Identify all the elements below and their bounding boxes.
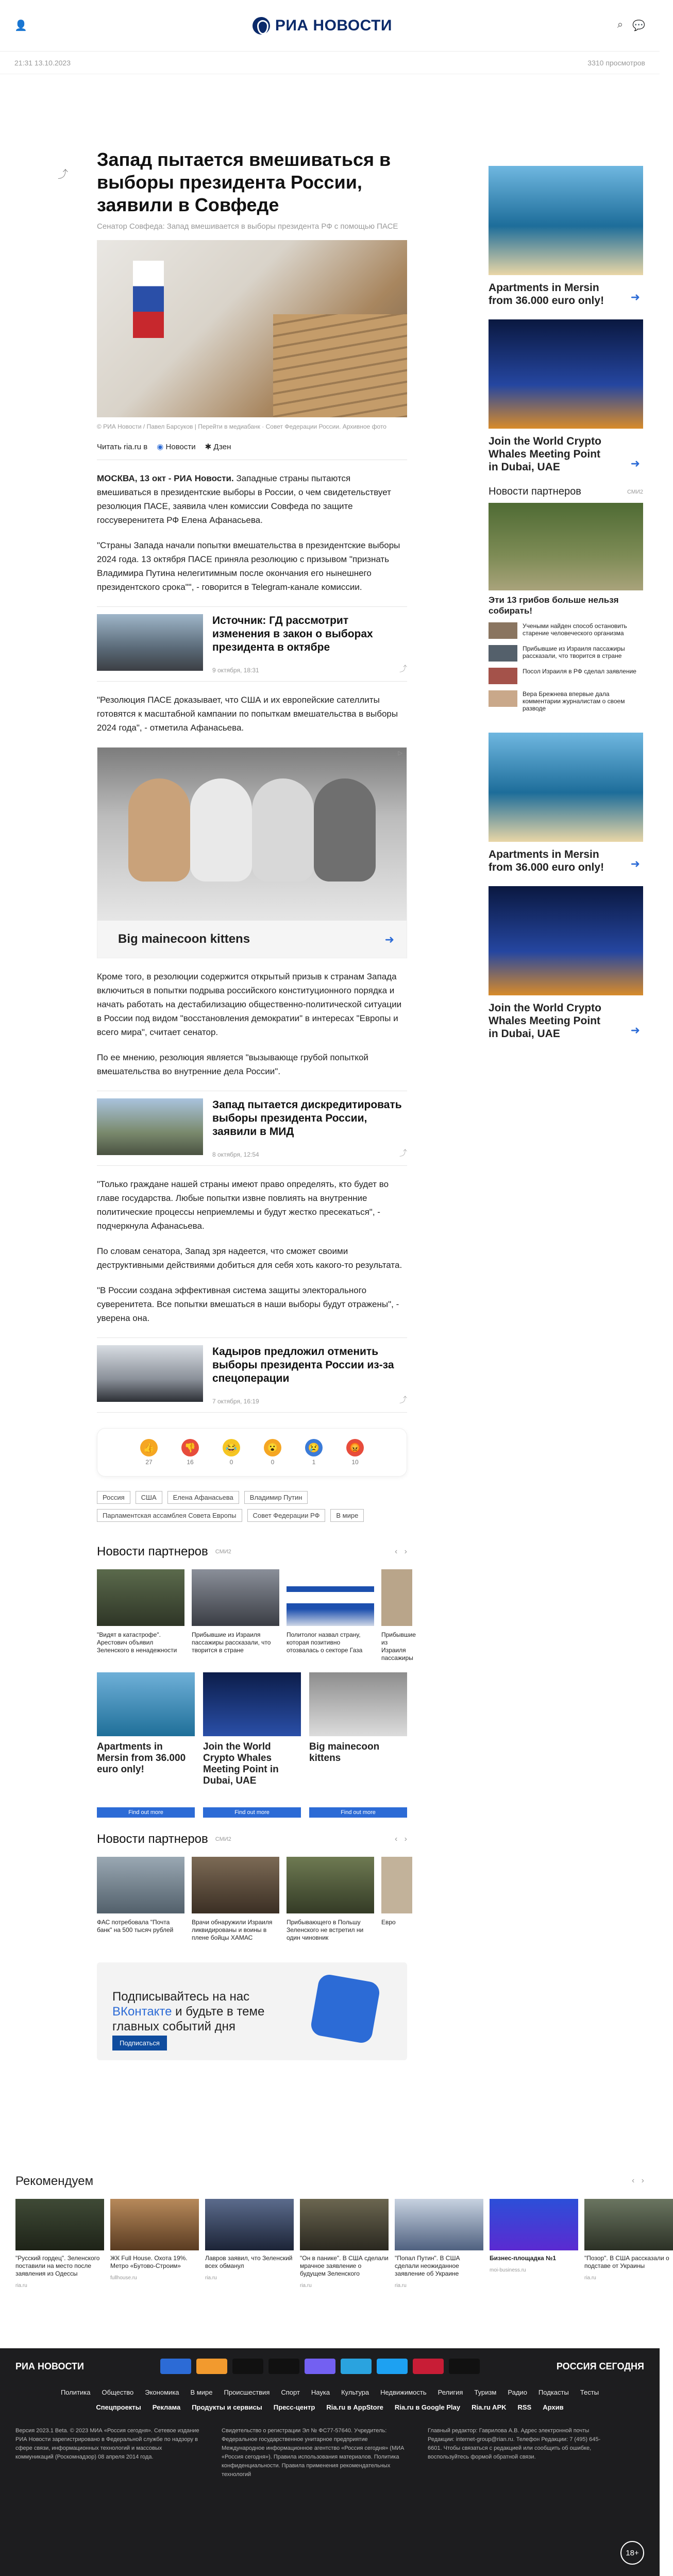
subscribe-banner: Подписывайтесь на нас ВКонтакте и будьте в теме главных событий дня Подписаться xyxy=(97,1962,407,2060)
paragraph: По словам сенатора, Запад зря надеется, что сможет своими деструктивными действиями добиться для себя хоть какого-то результата. xyxy=(97,1246,402,1270)
article-lead: Сенатор Совфеда: Запад вмешивается в выборы президента РФ с помощью ПАСЕ xyxy=(97,222,398,231)
news-link[interactable]: ◉ Новости xyxy=(157,443,196,451)
recommend-section xyxy=(15,2174,669,2289)
recommend-card[interactable]: "Он в панике". В США сделали мрачное заявление о будущем Зеленского ria.ru xyxy=(300,2199,389,2289)
sidebar-ad[interactable]: Join the World Crypto Whales Meeting Point in Dubai, UAE ➜ xyxy=(489,319,643,473)
rutube-icon[interactable] xyxy=(268,2359,299,2374)
related-title[interactable]: Кадыров предложил отменить выборы президента России из-за спецоперации xyxy=(212,1346,394,1384)
paragraph: "Резолюция ПАСЕ доказывает, что США и их европейские сателлиты готовятся к масштабной кампании по попыткам вмешательства в выборы 2024 года", - отметила Афанасьева. xyxy=(97,695,398,733)
ad-title[interactable]: Big mainecoon kittens xyxy=(118,932,250,946)
logo-icon xyxy=(253,17,270,35)
ad-image xyxy=(97,748,407,921)
recommend-card[interactable]: "Русский гордец". Зеленского поставили на место после заявления из Одессы ria.ru xyxy=(15,2199,104,2289)
carousel-arrows[interactable]: ‹ › xyxy=(632,2176,644,2185)
sidebar-partners: Новости партнеров СМИ2 Эти 13 грибов больше нельзя собирать! Учеными найден способ остановить старение человеческого организма Прибывшие из Израиля пассажиры рассказали, что творится в стране Посол Израиля в РФ сделал заявление Вера Брежнева впервые дала комментарии журналистам о своем разводе xyxy=(489,486,643,712)
footer-logo[interactable]: РИА НОВОСТИ xyxy=(15,2361,84,2371)
recommend-card[interactable]: "Позор". В США рассказали о подставе от Украины ria.ru xyxy=(584,2199,673,2289)
user-icon[interactable]: 👤 xyxy=(14,20,27,31)
publish-time: 21:31 13.10.2023 xyxy=(14,58,71,67)
ad-banner[interactable] xyxy=(97,747,407,958)
article-photo xyxy=(97,240,407,417)
tag[interactable]: Елена Афанасьева xyxy=(167,1491,239,1504)
recommend-card[interactable]: ЖК Full House. Охота 19%. Метро «Бутово-Строим» fullhouse.ru xyxy=(110,2199,199,2289)
paragraph: МОСКВА, 13 окт - РИА Новости. Западные страны пытаются вмешиваться в президентские выборы в России, о чем свидетельствует резолюция ПАСЕ, заявила член комиссии Совфеда по защите госсуверенитета РФ Елена Афанасьева. xyxy=(97,473,391,525)
partner-item[interactable]: Посол Израиля в РФ сделал заявление xyxy=(489,668,643,684)
partner-image[interactable] xyxy=(489,503,643,590)
related-thumb xyxy=(97,1345,203,1402)
search-icon[interactable]: ⌕ xyxy=(617,19,624,30)
ok-icon[interactable] xyxy=(196,2359,227,2374)
paragraph: Кроме того, в резолюции содержится открытый призыв к странам Запада включиться в попытки подрыва российского конституционного порядка и начать работать на дестабилизацию общественно-политической ситуации в России под видом "восстановления демократии" в интересах "Европы и всего мира", считает сенатор. xyxy=(97,972,402,1037)
related-article[interactable] xyxy=(97,1337,407,1413)
tiktok-icon[interactable] xyxy=(449,2359,480,2374)
reaction-surprise[interactable]: 😮 0 xyxy=(264,1439,281,1466)
social-links xyxy=(160,2359,480,2374)
ad-card[interactable]: Join the World Crypto Whales Meeting Point in Dubai, UAE Find out more xyxy=(203,1672,301,1827)
footer-menu: Политика Общество Экономика В мире Происшествия Спорт Наука Культура Недвижимость Религия Туризм Радио Подкасты Тесты xyxy=(60,2388,599,2396)
footer-menu-secondary: Спецпроекты Реклама Продукты и сервисы Пресс-центр Ria.ru в AppStore Ria.ru в Google Play Ria.ru APK RSS Архив xyxy=(96,2403,564,2411)
recommend-card[interactable]: "Попал Путин". В США сделали неожиданное заявление об Украине ria.ru xyxy=(395,2199,483,2289)
ad-marker: ▷ xyxy=(398,750,402,756)
related-date: 9 октября, 18:31 xyxy=(212,667,259,674)
share-icon[interactable]: ⤴ xyxy=(399,1149,407,1158)
related-article[interactable] xyxy=(97,606,407,682)
ad-card[interactable]: Big mainecoon kittens Find out more xyxy=(309,1672,407,1827)
ad-cards xyxy=(97,1672,407,1827)
tag[interactable]: В мире xyxy=(330,1509,364,1522)
reaction-dislike[interactable]: 👎 16 xyxy=(181,1439,199,1466)
recommend-card[interactable]: Лавров заявил, что Зеленский всех обманул ria.ru xyxy=(205,2199,294,2289)
telegram-icon[interactable] xyxy=(341,2359,372,2374)
arrow-icon[interactable]: ➜ xyxy=(630,1024,640,1037)
partner-item[interactable]: Вера Брежнева впервые дала комментарии журналистам о своем разводе xyxy=(489,690,643,712)
recommend-card[interactable]: Бизнес-площадка №1 moi-business.ru xyxy=(490,2199,578,2289)
related-article[interactable] xyxy=(97,1091,407,1166)
arrow-icon[interactable]: ➜ xyxy=(630,857,640,870)
related-thumb xyxy=(97,614,203,671)
carousel-arrows[interactable]: ‹ › xyxy=(395,1835,407,1843)
ad-card[interactable]: Apartments in Mersin from 36.000 euro only! Find out more xyxy=(97,1672,195,1827)
related-date: 7 октября, 16:19 xyxy=(212,1398,259,1405)
photo-caption: © РИА Новости / Павел Барсуков | Перейти в медиабанк · Совет Федерации России. Архивное фото xyxy=(97,423,386,430)
paragraph: "В России создана эффективная система защиты электорального суверенитета. Все попытки вмешаться в наши выборы будут отражены", - уверена она. xyxy=(97,1285,399,1323)
partners-header: Новости партнеров СМИ2 ‹ › xyxy=(97,1545,407,1558)
partner-card[interactable]: ФАС потребовала "Почта банк" на 500 тысяч рублей xyxy=(97,1857,184,1942)
tag[interactable]: Владимир Путин xyxy=(244,1491,308,1504)
partners-carousel xyxy=(97,1569,416,1662)
age-rating-badge: 18+ xyxy=(620,2541,644,2565)
partner-card[interactable]: Евро xyxy=(381,1857,412,1942)
partner-card[interactable]: Врачи обнаружили Израиля ликвидированы и воины в плене бойцы ХАМАС xyxy=(192,1857,279,1942)
find-out-button[interactable]: Find out more xyxy=(309,1807,407,1818)
arrow-icon[interactable]: ➜ xyxy=(630,457,640,470)
share-icon[interactable]: ⤴ xyxy=(399,665,407,673)
reaction-like[interactable]: 👍 27 xyxy=(140,1439,158,1466)
subscribe-button[interactable]: Подписаться xyxy=(112,2036,167,2050)
dzen-link[interactable]: ✱ Дзен xyxy=(205,443,231,451)
carousel-arrows[interactable]: ‹ › xyxy=(395,1547,407,1556)
reaction-angry[interactable]: 😡 10 xyxy=(346,1439,364,1466)
related-thumb xyxy=(97,1098,203,1155)
partner-card[interactable]: Прибывающего в Польшу Зеленского не встретил ни один чиновник xyxy=(287,1857,374,1942)
viber-icon[interactable] xyxy=(305,2359,335,2374)
partner-title[interactable]: Эти 13 грибов больше нельзя собирать! xyxy=(489,595,619,616)
related-title[interactable]: Запад пытается дискредитировать выборы президента России, заявили в МИД xyxy=(212,1099,402,1138)
footer-legal: Версия 2023.1 Beta. © 2023 МИА «Россия сегодня». Сетевое издание РИА Новости зарегистрировано в Федеральной службе по надзору в сфере связи, информационных технологий и массовых коммуникаций (Роскомнадзор) 08 апреля 2014 года. Свидетельство о регистрации Эл № ФС77-57640. Учредитель: Федеральное государственное унитарное предприятие Международное информационное агентство «Россия сегодня» (МИА «Россия сегодня»). Правила использования материалов. Политика конфиденциальности. Правила применения рекомендательных технологий Главный редактор: Гаврилова А.В. Адрес электронной почты Редакции: internet-group@rian.ru. Телефон Редакции: 7 (495) 645-6601. Чтобы связаться с редакцией или сообщить об ошибке, воспользуйтесь формой обратной связи. xyxy=(15,2428,601,2478)
recommend-title: Рекомендуем xyxy=(15,2174,94,2188)
tag[interactable]: Парламентская ассамблея Совета Европы xyxy=(97,1509,242,1522)
chat-icon[interactable]: 💬 xyxy=(632,20,645,31)
article xyxy=(97,148,416,2060)
partner-item[interactable]: Учеными найден способ остановить старение человеческого организма xyxy=(489,622,643,639)
sidebar-ad[interactable]: Apartments in Mersin from 36.000 euro only! ➜ xyxy=(489,733,643,874)
partners-carousel xyxy=(97,1857,407,1942)
reaction-sad[interactable]: 😢 1 xyxy=(305,1439,323,1466)
dzen-icon[interactable] xyxy=(232,2359,263,2374)
sidebar xyxy=(489,166,643,1053)
rss-icon[interactable] xyxy=(413,2359,444,2374)
read-in-row: Читать ria.ru в ◉ Новости ✱ Дзен xyxy=(97,442,407,460)
partners-header: Новости партнеров СМИ2 ‹ › xyxy=(97,1832,407,1846)
tag[interactable]: Совет Федерации РФ xyxy=(247,1509,326,1522)
partner-card[interactable]: Политолог назвал страну, которая позитивно отозвалась о секторе Газа xyxy=(287,1569,374,1662)
twitter-icon[interactable] xyxy=(377,2359,408,2374)
reaction-laugh[interactable]: 😂 0 xyxy=(223,1439,240,1466)
related-date: 8 октября, 12:54 xyxy=(212,1151,259,1158)
partner-card[interactable]: Прибывшие из Израиля пассажиры рассказали, что творится в стране xyxy=(192,1569,279,1662)
arrow-icon[interactable]: ➜ xyxy=(384,933,394,946)
paragraph: "Страны Запада начали попытки вмешательства в президентские выборы 2024 года. 13 октября ПАСЕ приняла резолюцию с призывом "признать Владимира Путина нелегитимным после окончания его нынешнего президентского срока"", - говорится в Telegram-канале комиссии. xyxy=(97,540,400,592)
sidebar-ad[interactable]: Apartments in Mersin from 36.000 euro only! ➜ xyxy=(489,166,643,307)
paragraph: "Только граждане нашей страны имеют право определять, кто будет во главе государства. Любые попытки извне повлиять на внутренние политические процессы неприемлемы и будут жестко пресекаться", - подчеркнула Афанасьева. xyxy=(97,1179,389,1231)
reactions xyxy=(97,1428,407,1477)
vk-icon xyxy=(309,1973,381,2044)
tag[interactable]: США xyxy=(136,1491,162,1504)
site-logo[interactable]: РИА НОВОСТИ xyxy=(253,17,392,35)
find-out-button[interactable]: Find out more xyxy=(203,1807,301,1818)
share-icon[interactable]: ⤴ xyxy=(58,169,68,180)
site-header xyxy=(0,0,660,52)
sidebar-ad[interactable]: Join the World Crypto Whales Meeting Point in Dubai, UAE ➜ xyxy=(489,886,643,1040)
vk-icon[interactable] xyxy=(160,2359,191,2374)
view-count: 3310 просмотров xyxy=(587,58,645,67)
partner-card[interactable]: Прибывшие из Израиля пассажиры xyxy=(381,1569,412,1662)
partner-item[interactable]: Прибывшие из Израиля пассажиры рассказали, что творится в стране xyxy=(489,645,643,662)
partner-card[interactable]: "Видят в катастрофе". Арестович объявил Зеленского в ненадежности xyxy=(97,1569,184,1662)
arrow-icon[interactable]: ➜ xyxy=(630,291,640,303)
related-title[interactable]: Источник: ГД рассмотрит изменения в закон о выборах президента в октябре xyxy=(212,615,373,653)
tags xyxy=(97,1491,407,1522)
rs-logo[interactable]: РОССИЯ СЕГОДНЯ xyxy=(556,2361,644,2371)
flag-image xyxy=(133,261,164,338)
site-footer xyxy=(0,2348,660,2576)
article-meta xyxy=(0,52,660,74)
find-out-button[interactable]: Find out more xyxy=(97,1807,195,1818)
share-icon[interactable]: ⤴ xyxy=(399,1396,407,1404)
paragraph: По ее мнению, резолюция является "вызывающе грубой попыткой вмешательства во внутренние дела России". xyxy=(97,1053,368,1076)
tag[interactable]: Россия xyxy=(97,1491,130,1504)
article-title: Запад пытается вмешиваться в выборы президента России, заявили в Совфеде xyxy=(97,149,391,215)
